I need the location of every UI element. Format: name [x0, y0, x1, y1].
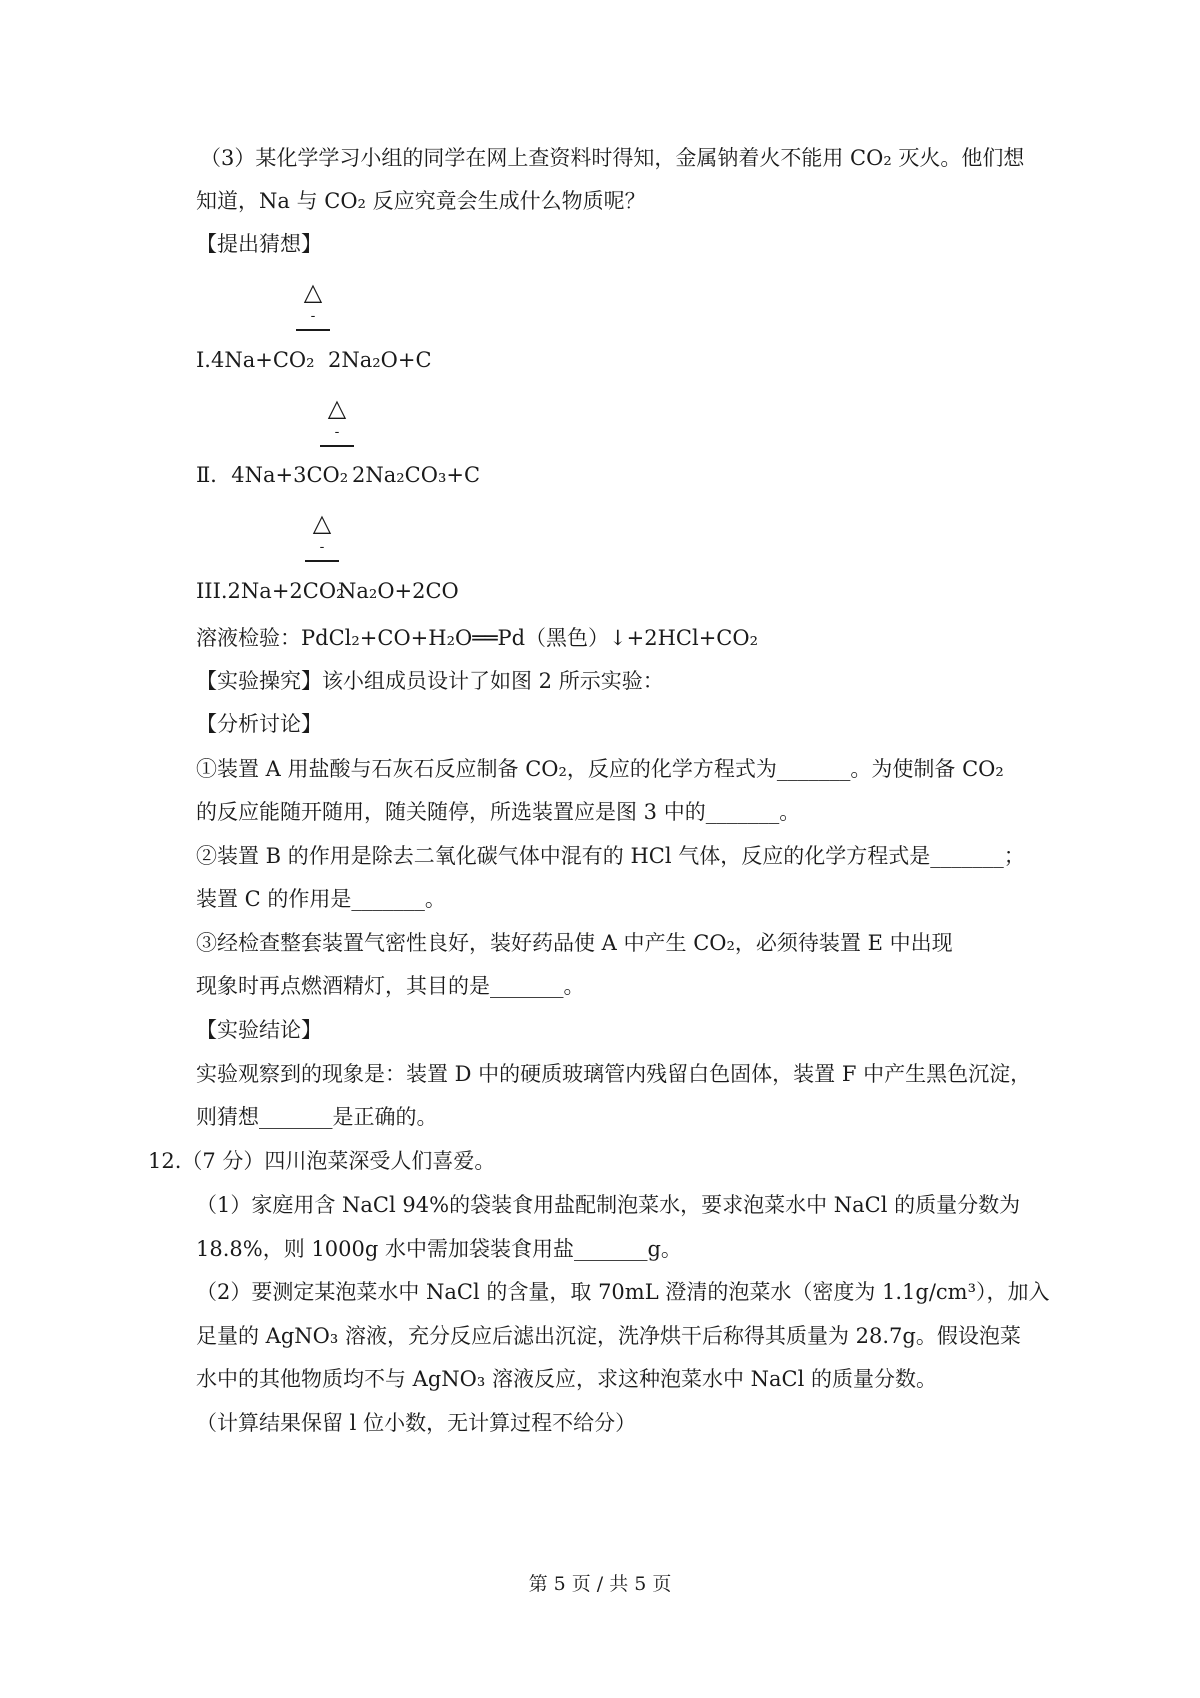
equation-3-products: Na₂O+2CO [338, 579, 459, 603]
reaction-bar [320, 445, 354, 447]
q12-part2-note: （计算结果保留 l 位小数，无计算过程不给分） [196, 1411, 637, 1435]
heat-triangle-symbol: △ [303, 278, 323, 306]
heating-condition-1 [293, 279, 333, 349]
equation-2-products: 2Na₂CO₃+C [352, 463, 481, 487]
conclusion-line-1: 实验观察到的现象是：装置 D 中的硬质玻璃管内残留白色固体，装置 F 中产生黑色沉淀， [196, 1062, 1032, 1086]
intro-line-2: 知道，Na 与 CO₂ 反应究竟会生成什么物质呢？ [196, 189, 646, 213]
q12-part2-line-1: （2）要测定某泡菜水中 NaCl 的含量，取 70mL 澄清的泡菜水（密度为 1.1g/cm³），加入 [196, 1280, 1050, 1304]
heat-triangle-symbol: △ [327, 394, 347, 422]
conclusion-line-2: 则猜想_______是正确的。 [196, 1105, 438, 1129]
reaction-bar [305, 560, 339, 562]
equation-2-reactants: Ⅱ．4Na+3CO₂ [196, 463, 349, 487]
condition-dash: - [319, 539, 325, 555]
intro-line-1: （3）某化学学习小组的同学在网上查资料时得知，金属钠着火不能用 CO₂ 灭火。他们想 [200, 146, 1025, 170]
reaction-bar [296, 329, 330, 331]
discussion-1-line-1: ①装置 A 用盐酸与石灰石反应制备 CO₂，反应的化学方程式为_______。为使制备 CO₂ [196, 757, 1004, 781]
discussion-1-line-2: 的反应能随开随用，随关随停，所选装置应是图 3 中的_______。 [196, 800, 801, 824]
q12-part2-line-2: 足量的 AgNO₃ 溶液，充分反应后滤出沉淀，洗净烘干后称得其质量为 28.7g。假设泡菜 [196, 1324, 1021, 1348]
heating-condition-3 [302, 510, 342, 580]
discussion-3-line-2: 现象时再点燃酒精灯，其目的是_______。 [196, 974, 585, 998]
discussion-2-line-2: 装置 C 的作用是_______。 [196, 887, 446, 911]
discussion-3-line-1: ③经检查整套装置气密性良好，装好药品使 A 中产生 CO₂，必须待装置 E 中出现 [196, 931, 953, 955]
equation-1-products: 2Na₂O+C [328, 348, 432, 372]
discussion-2-line-1: ②装置 B 的作用是除去二氧化碳气体中混有的 HCl 气体，反应的化学方程式是_______； [196, 844, 1025, 868]
condition-dash: - [334, 424, 340, 440]
heating-condition-2 [317, 395, 357, 465]
page-number-label: 第 5 页 / 共 5 页 [528, 1573, 672, 1595]
question-12-title: 12.（7 分）四川泡菜深受人们喜爱。 [148, 1149, 496, 1173]
q12-part1-line-1: （1）家庭用含 NaCl 94%的袋装食用盐配制泡菜水，要求泡菜水中 NaCl 的质量分数为 [196, 1193, 1021, 1217]
q12-part1-line-2: 18.8%，则 1000g 水中需加袋装食用盐_______g。 [196, 1237, 682, 1261]
condition-dash: - [310, 308, 316, 324]
conclusion-heading: 【实验结论】 [196, 1018, 322, 1042]
q12-part2-line-3: 水中的其他物质均不与 AgNO₃ 溶液反应，求这种泡菜水中 NaCl 的质量分数。 [196, 1367, 937, 1391]
equation-3-reactants: III.2Na+2CO₂ [196, 579, 345, 603]
hypothesis-heading: 【提出猜想】 [196, 232, 322, 256]
solution-test-line: 溶液检验：PdCl₂+CO+H₂O══Pd（黑色）↓+2HCl+CO₂ [196, 626, 759, 650]
page-footer [0, 1572, 1200, 1596]
heat-triangle-symbol: △ [312, 509, 332, 537]
discussion-heading: 【分析讨论】 [196, 712, 322, 736]
experiment-line: 【实验操究】该小组成员设计了如图 2 所示实验： [196, 669, 664, 693]
equation-1-reactants: Ⅰ.4Na+CO₂ [196, 348, 315, 372]
